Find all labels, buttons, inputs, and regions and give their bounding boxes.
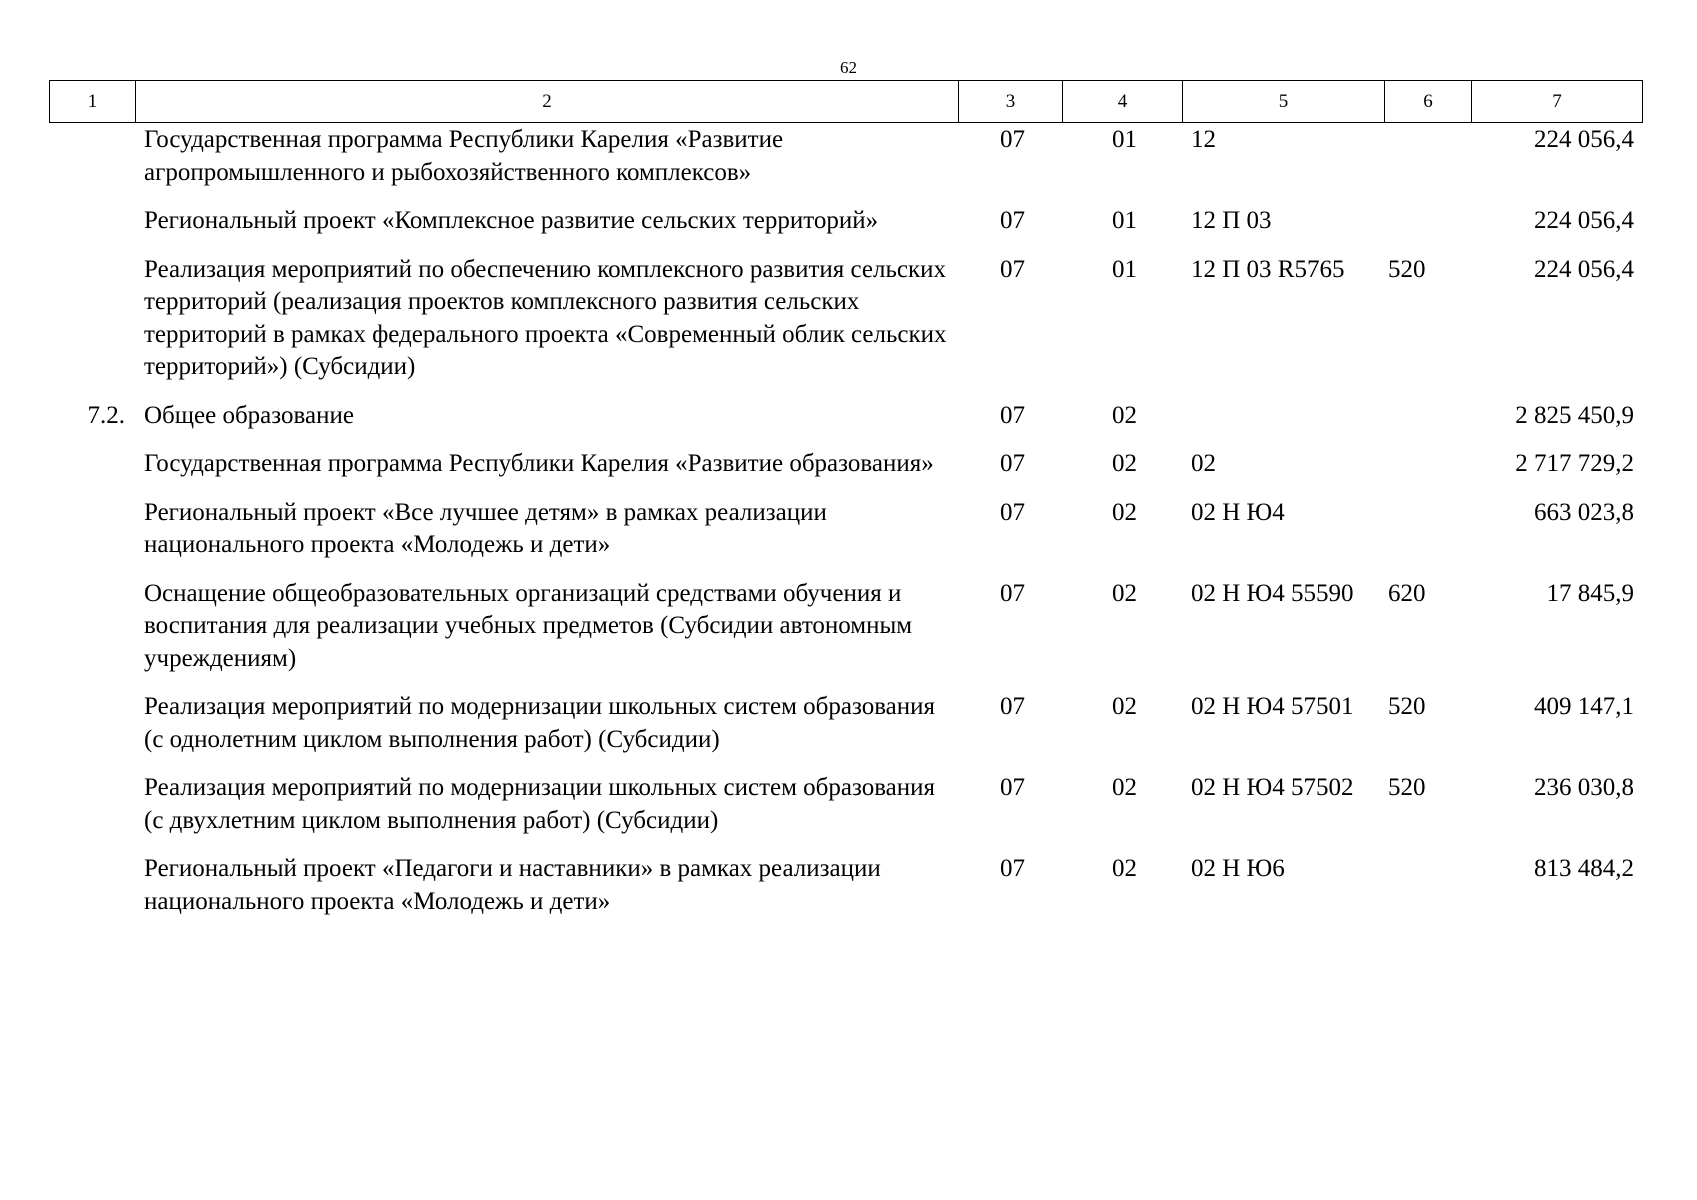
column-header-7: 7 <box>1472 81 1643 123</box>
row-section-code: 07 <box>1000 774 1025 801</box>
row-name: Реализация мероприятий по модернизации школьных систем образования (с двухлетним циклом выполнения работ) (Субсидии) <box>144 774 936 834</box>
table-row <box>49 205 1642 238</box>
column-header-3: 3 <box>959 81 1063 123</box>
table-row <box>49 124 1642 189</box>
row-name: Региональный проект «Все лучшее детям» в рамках реализации национального проекта «Молодежь и дети» <box>144 498 827 558</box>
row-section-code: 07 <box>1000 579 1025 607</box>
column-header-2: 2 <box>136 81 959 123</box>
table-row <box>49 448 1642 481</box>
row-amount: 2 717 729,2 <box>1515 450 1634 477</box>
row-amount: 409 147,1 <box>1534 693 1634 720</box>
row-name: Реализация мероприятий по модернизации школьных систем образования (с однолетним циклом выполнения работ) (Субсидии) <box>144 693 936 753</box>
row-amount: 813 484,2 <box>1534 855 1634 882</box>
row-expense-type-code: 620 <box>1388 579 1426 607</box>
row-subsection-code: 02 <box>1112 498 1137 526</box>
table-row <box>49 578 1642 676</box>
table-row <box>49 772 1642 837</box>
row-section-code: 07 <box>1000 401 1025 429</box>
row-name: Региональный проект «Педагоги и наставники» в рамках реализации национального проекта «Молодежь и дети» <box>144 855 881 915</box>
column-header-4: 4 <box>1063 81 1183 123</box>
row-subsection-code: 02 <box>1112 693 1137 720</box>
table-row <box>49 400 1642 433</box>
row-target-article-code: 02 Н Ю4 <box>1191 498 1285 526</box>
row-target-article-code: 12 П 03 R5765 <box>1191 255 1345 283</box>
row-subsection-code: 01 <box>1112 255 1137 283</box>
row-subsection-code: 02 <box>1112 579 1137 607</box>
row-subsection-code: 02 <box>1112 855 1137 882</box>
row-subsection-code: 01 <box>1112 126 1137 153</box>
row-target-article-code: 02 Н Ю6 <box>1191 855 1285 882</box>
column-header-6: 6 <box>1385 81 1472 123</box>
row-subsection-code: 02 <box>1112 774 1137 801</box>
row-subsection-code: 02 <box>1112 450 1137 477</box>
row-section-code: 07 <box>1000 693 1025 720</box>
row-target-article-code: 12 <box>1191 126 1216 153</box>
row-amount: 2 825 450,9 <box>1515 401 1634 429</box>
row-name: Реализация мероприятий по обеспечению комплексного развития сельских территорий (реализация проектов комплексного развития сельских территорий в рамках федерального проекта «Современный облик сельских территорий») (Субсидии) <box>144 255 947 380</box>
row-target-article-code: 02 <box>1191 450 1216 477</box>
column-header-row <box>50 81 1643 123</box>
row-expense-type-code: 520 <box>1388 693 1426 720</box>
row-expense-type-code: 520 <box>1388 774 1426 801</box>
row-amount: 224 056,4 <box>1534 126 1634 153</box>
row-number: 7.2. <box>87 401 125 429</box>
row-target-article-code: 02 Н Ю4 57501 <box>1191 693 1354 720</box>
table-row <box>49 853 1642 918</box>
row-name: Оснащение общеобразовательных организаций средствами обучения и воспитания для реализации учебных предметов (Субсидии автономным учреждениям) <box>144 579 913 672</box>
row-name: Региональный проект «Комплексное развитие сельских территорий» <box>144 207 879 234</box>
row-subsection-code: 01 <box>1112 207 1137 234</box>
table-row <box>49 254 1642 384</box>
row-target-article-code: 02 Н Ю4 55590 <box>1191 579 1354 607</box>
row-section-code: 07 <box>1000 126 1025 153</box>
table-row <box>49 497 1642 562</box>
page-number: 62 <box>840 58 857 77</box>
row-amount: 224 056,4 <box>1534 255 1634 283</box>
row-section-code: 07 <box>1000 207 1025 234</box>
row-amount: 224 056,4 <box>1534 207 1634 234</box>
column-header-5: 5 <box>1183 81 1385 123</box>
row-section-code: 07 <box>1000 255 1025 283</box>
row-section-code: 07 <box>1000 450 1025 477</box>
row-expense-type-code: 520 <box>1388 255 1426 283</box>
row-name: Государственная программа Республики Карелия «Развитие агропромышленного и рыбохозяйственного комплексов» <box>144 126 784 186</box>
row-section-code: 07 <box>1000 855 1025 882</box>
budget-table-body <box>49 124 1642 934</box>
column-header-table <box>49 80 1643 123</box>
row-name: Государственная программа Республики Карелия «Развитие образования» <box>144 450 934 477</box>
table-row <box>49 691 1642 756</box>
row-target-article-code: 02 Н Ю4 57502 <box>1191 774 1354 801</box>
row-name: Общее образование <box>144 401 354 429</box>
row-amount: 663 023,8 <box>1534 498 1634 526</box>
column-header-1: 1 <box>50 81 136 123</box>
row-section-code: 07 <box>1000 498 1025 526</box>
row-amount: 236 030,8 <box>1534 774 1634 801</box>
row-amount: 17 845,9 <box>1546 579 1634 607</box>
row-subsection-code: 02 <box>1112 401 1137 429</box>
row-target-article-code: 12 П 03 <box>1191 207 1272 234</box>
